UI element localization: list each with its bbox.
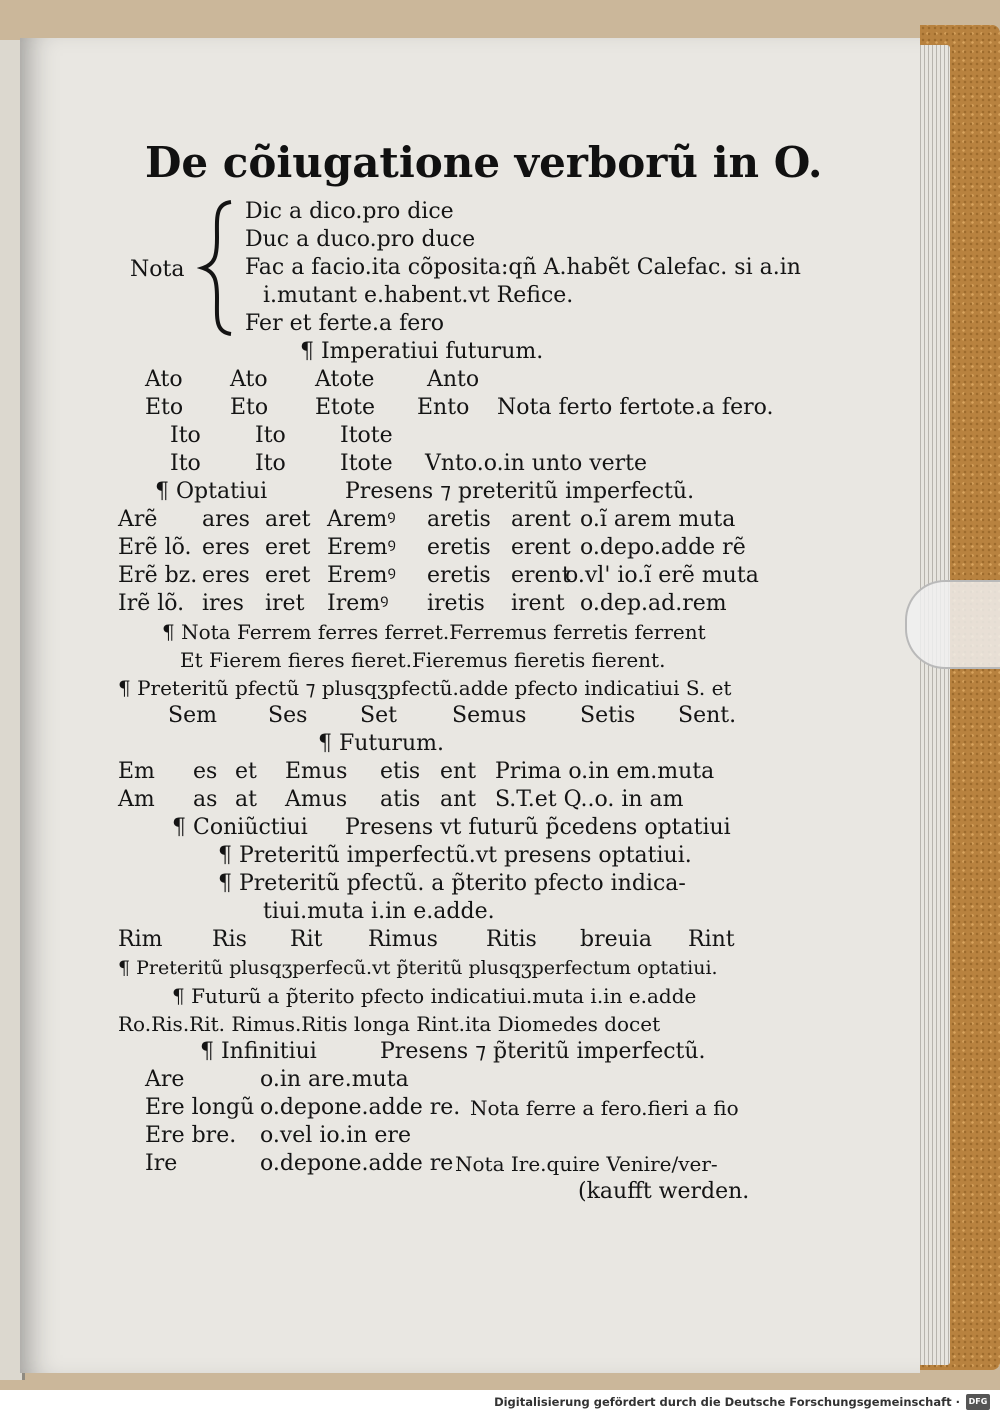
table-cell: as	[193, 787, 218, 812]
nota-line: Fer et ferte.a fero	[245, 311, 445, 336]
table-cell: Em	[118, 759, 155, 784]
table-cell: Atote	[315, 367, 375, 392]
table-cell: Are	[145, 1067, 185, 1092]
table-cell: Setis	[580, 703, 636, 728]
table-cell: Aremꝰ	[327, 507, 396, 532]
table-cell: aret	[265, 507, 311, 532]
page-title: De cõiugatione verborũ in O.	[145, 138, 823, 187]
text-line: Ro.Ris.Rit. Rimus.Ritis longa Rint.ita Diomedes docet	[118, 1012, 661, 1036]
table-cell: o.depone.adde re	[260, 1151, 454, 1176]
table-cell: etis	[380, 759, 421, 784]
table-cell: Ito	[170, 423, 201, 448]
table-cell: eres	[202, 535, 250, 560]
table-cell: irent	[511, 591, 565, 616]
section-subheading: Presens vt futurũ p̃cedens optatiui	[345, 815, 731, 840]
table-cell: eretis	[427, 563, 491, 588]
table-cell: iretis	[427, 591, 485, 616]
text-line: ¶ Preteritũ pfectũ ⁊ plusqʒpfectũ.adde pfecto indicatiui S. et	[118, 676, 732, 700]
table-cell: Etote	[315, 395, 376, 420]
table-cell: Eremꝰ	[327, 563, 396, 588]
table-cell: erent	[511, 563, 571, 588]
table-cell: ares	[202, 507, 250, 532]
text-line: ¶ Preteritũ pfectũ. a p̃terito pfecto indica-	[218, 871, 686, 896]
table-cell: atis	[380, 787, 421, 812]
table-cell: Ato	[230, 367, 268, 392]
page-tab-marker	[905, 580, 1000, 669]
table-cell: Eremꝰ	[327, 535, 396, 560]
footer-bar	[0, 1390, 1000, 1415]
table-cell: o.depo.adde rẽ	[580, 535, 746, 560]
text-line: ¶ Futurũ a p̃terito pfecto indicatiui.muta i.in e.adde	[172, 984, 697, 1008]
table-cell: Eto	[145, 395, 184, 420]
table-cell: eret	[265, 563, 311, 588]
table-cell: Nota Ire.quire Venire/ver-	[455, 1152, 718, 1176]
table-cell: ires	[202, 591, 244, 616]
table-cell: Itote	[340, 451, 393, 476]
table-cell: Arẽ	[118, 507, 158, 532]
table-cell: Prima o.in em.muta	[495, 759, 715, 784]
table-cell: eres	[202, 563, 250, 588]
table-cell: Erẽ lõ.	[118, 535, 192, 560]
table-cell: Sem	[168, 703, 217, 728]
table-cell: Ere bre.	[145, 1123, 237, 1148]
table-cell: o.dep.ad.rem	[580, 591, 727, 616]
table-cell: Ses	[268, 703, 308, 728]
table-cell: Vnto.o.in unto verte	[425, 451, 648, 476]
table-cell: Ritis	[486, 927, 537, 952]
table-cell: Semus	[452, 703, 527, 728]
text-line: Et Fierem fieres fieret.Fieremus fieretis fierent.	[180, 648, 666, 672]
text-line: (kaufft werden.	[578, 1179, 750, 1204]
table-cell: o.vl' io.ĩ erẽ muta	[565, 563, 759, 588]
nota-line: i.mutant e.habent.vt Refice.	[263, 283, 574, 308]
section-heading: ¶ Optatiui	[155, 479, 268, 504]
funding-notice: Digitalisierung gefördert durch die Deutsche Forschungsgemeinschaft ·	[494, 1395, 960, 1409]
table-cell: Irẽ lõ.	[118, 591, 185, 616]
table-cell: es	[193, 759, 218, 784]
text-line: ¶ Nota Ferrem ferres ferret.Ferremus ferretis ferrent	[162, 620, 706, 644]
table-cell: Rimus	[368, 927, 438, 952]
table-cell: Ito	[255, 451, 286, 476]
table-cell: arent	[511, 507, 571, 532]
dfg-logo: DFG	[966, 1394, 990, 1410]
text-line: tiui.muta i.in e.adde.	[263, 899, 495, 924]
table-cell: Anto	[427, 367, 480, 392]
nota-line: Dic a dico.pro dice	[245, 199, 454, 224]
table-cell: Iremꝰ	[327, 591, 389, 616]
table-cell: Ris	[212, 927, 247, 952]
table-cell: eret	[265, 535, 311, 560]
table-cell: Itote	[340, 423, 393, 448]
nota-line: Duc a duco.pro duce	[245, 227, 476, 252]
table-cell: Amus	[285, 787, 348, 812]
curly-brace-icon	[197, 198, 237, 338]
nota-label: Nota	[130, 257, 185, 282]
table-cell: ent	[440, 759, 477, 784]
table-cell: Sent.	[678, 703, 737, 728]
section-heading: ¶ Infinitiui	[200, 1039, 317, 1064]
table-cell: Am	[118, 787, 155, 812]
table-cell: Rim	[118, 927, 163, 952]
table-cell: iret	[265, 591, 305, 616]
table-cell: eretis	[427, 535, 491, 560]
table-cell: Emus	[285, 759, 348, 784]
table-cell: at	[235, 787, 257, 812]
table-cell: o.ĩ arem muta	[580, 507, 736, 532]
table-cell: aretis	[427, 507, 491, 532]
section-heading: ¶ Imperatiui futurum.	[300, 339, 544, 364]
text-line: ¶ Preteritũ imperfectũ.vt presens optatiui.	[218, 843, 692, 868]
table-cell: S.T.et Q..o. in am	[495, 787, 684, 812]
table-cell: Rit	[290, 927, 323, 952]
table-cell: Nota ferre a fero.fieri a fio	[470, 1096, 739, 1120]
table-cell: Ito	[255, 423, 286, 448]
table-cell: o.in are.muta	[260, 1067, 409, 1092]
table-cell: et	[235, 759, 257, 784]
table-cell: o.depone.adde re.	[260, 1095, 461, 1120]
table-cell: Nota ferto fertote.a fero.	[497, 395, 774, 420]
table-cell: Eto	[230, 395, 269, 420]
nota-line: Fac a facio.ita cõposita:qñ A.habẽt Calefac. si a.in	[245, 255, 801, 280]
table-cell: Ato	[145, 367, 183, 392]
table-cell: Set	[360, 703, 397, 728]
table-cell: Erẽ bz.	[118, 563, 198, 588]
table-cell: erent	[511, 535, 571, 560]
table-cell: o.vel io.in ere	[260, 1123, 411, 1148]
text-line: ¶ Preteritũ plusqʒperfecũ.vt p̃teritũ plusqʒperfectum optatiui.	[118, 957, 718, 979]
table-cell: Ire	[145, 1151, 178, 1176]
table-cell: Ere longũ	[145, 1095, 255, 1120]
table-cell: ant	[440, 787, 477, 812]
section-subheading: Presens ⁊ p̃teritũ imperfectũ.	[380, 1039, 706, 1064]
table-cell: breuia	[580, 927, 652, 952]
table-cell: Ento	[417, 395, 470, 420]
section-heading: ¶ Coniũctiui	[172, 815, 308, 840]
table-cell: Ito	[170, 451, 201, 476]
section-heading: ¶ Futurum.	[318, 731, 444, 756]
section-subheading: Presens ⁊ preteritũ imperfectũ.	[345, 479, 695, 504]
table-cell: Rint	[688, 927, 735, 952]
